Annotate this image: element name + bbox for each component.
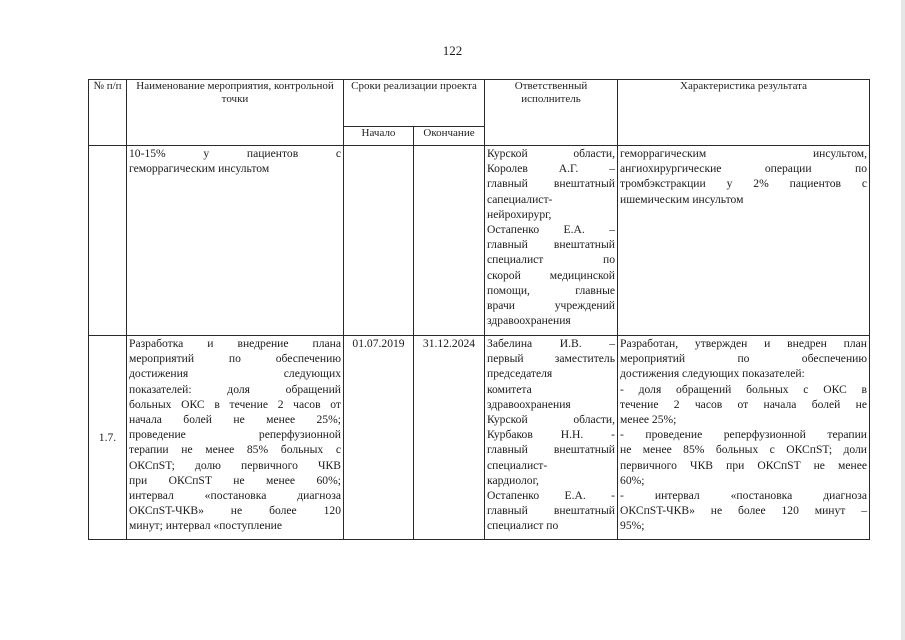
- row-num: [89, 146, 127, 336]
- cell-line: скорой медицинской: [487, 268, 616, 282]
- activities-table: [88, 79, 870, 540]
- cell-line: ОКСпST; долю первичного ЧКВ: [129, 458, 341, 472]
- row-name: [127, 146, 344, 336]
- header-start: Начало: [344, 127, 414, 146]
- cell-line: тромбэкстракции у 2% пациентов с: [620, 177, 868, 191]
- cell-line: минут; интервал «поступление: [129, 519, 283, 533]
- cell-line: Забелина И.В. –: [487, 337, 616, 350]
- table-row: [89, 146, 870, 336]
- cell-line: 60%;: [620, 473, 645, 487]
- cell-line: Разработан, утвержден и внедрен план: [620, 337, 868, 350]
- cell-line: начала болей не менее 25%;: [129, 413, 341, 427]
- cell-line: первый заместитель: [487, 352, 616, 366]
- cell-line: мероприятий по обеспечению: [620, 352, 868, 366]
- row-name: [127, 336, 344, 540]
- cell-line: показателей: доля обращений: [129, 382, 341, 396]
- cell-line: ОКСпST-ЧКВ» не более 120 минут –: [620, 504, 868, 518]
- row-start: [344, 146, 414, 336]
- cell-line: здравоохранения: [487, 314, 571, 328]
- table-header-row: [89, 80, 870, 127]
- header-terms: Сроки реализации проекта: [344, 80, 485, 127]
- cell-line: здравоохранения: [487, 397, 571, 411]
- header-name: Наименование мероприятия, контрольной точки: [127, 80, 344, 146]
- row-num: 1.7.: [89, 336, 127, 540]
- row-responsible: [485, 146, 618, 336]
- cell-line: - доля обращений больных с ОКС в: [620, 382, 868, 396]
- cell-line: нейрохирург,: [487, 207, 552, 221]
- page-number: 122: [442, 43, 463, 58]
- row-end: 31.12.2024: [414, 336, 485, 540]
- cell-line: ангиохирургические операции по: [620, 162, 868, 176]
- cell-line: интервал «постановка диагноза: [129, 489, 341, 503]
- header-end: Окончание: [414, 127, 485, 146]
- cell-line: проведение реперфузионной: [129, 428, 341, 442]
- cell-line: специалист по: [487, 519, 559, 533]
- row-start: 01.07.2019: [344, 336, 414, 540]
- header-num: № п/п: [89, 80, 127, 146]
- cell-line: мероприятий по обеспечению: [129, 352, 341, 366]
- cell-line: ОКСпST-ЧКВ» не более 120: [129, 504, 341, 518]
- cell-line: геморрагическим инсультом: [129, 162, 270, 176]
- row-result: [618, 146, 870, 336]
- cell-line: первичного ЧКВ при ОКСпST не менее: [620, 458, 868, 472]
- cell-line: Разработка и внедрение плана: [129, 337, 341, 350]
- cell-line: - интервал «постановка диагноза: [620, 489, 868, 503]
- cell-line: Курской области,: [487, 147, 616, 160]
- header-result: Характеристика результата: [618, 80, 870, 146]
- cell-line: Курбаков Н.Н. -: [487, 428, 616, 442]
- cell-line: ишемическим инсультом: [620, 192, 744, 206]
- cell-line: - проведение реперфузионной терапии: [620, 428, 868, 442]
- cell-line: при ОКСпST не менее 60%;: [129, 473, 341, 487]
- cell-line: главный внештатный: [487, 504, 616, 518]
- cell-line: помощи, главные: [487, 283, 616, 297]
- cell-line: Курской области,: [487, 413, 616, 427]
- cell-line: кардиолог,: [487, 473, 539, 487]
- cell-line: сапециалист-: [487, 192, 553, 206]
- cell-line: 95%;: [620, 519, 645, 533]
- cell-line: главный внештатный: [487, 238, 616, 252]
- cell-line: главный внештатный: [487, 443, 616, 457]
- row-end: [414, 146, 485, 336]
- table-row: [89, 336, 870, 540]
- cell-line: течение 2 часов от начала болей не: [620, 397, 868, 411]
- cell-line: врачи учреждений: [487, 299, 616, 313]
- cell-line: председателя: [487, 367, 553, 381]
- cell-line: больных ОКС в течение 2 часов от: [129, 397, 341, 411]
- header-responsible: Ответственный исполнитель: [485, 80, 618, 146]
- cell-line: Остапенко Е.А. -: [487, 489, 616, 503]
- cell-line: специалист-: [487, 458, 548, 472]
- cell-line: Королев А.Г. –: [487, 162, 616, 176]
- cell-line: 10-15% у пациентов с: [129, 147, 341, 160]
- cell-line: достижения следующих: [129, 367, 341, 381]
- cell-line: главный внештатный: [487, 177, 616, 191]
- cell-line: геморрагическим инсультом,: [620, 147, 868, 160]
- cell-line: Остапенко Е.А. –: [487, 223, 616, 237]
- cell-line: терапии не менее 85% больных с: [129, 443, 341, 457]
- cell-line: не менее 85% больных с ОКСпST; доли: [620, 443, 868, 457]
- page-edge-shadow: [901, 0, 905, 640]
- row-result: [618, 336, 870, 540]
- row-responsible: [485, 336, 618, 540]
- cell-line: комитета: [487, 382, 532, 396]
- cell-line: достижения следующих показателей:: [620, 367, 805, 381]
- cell-line: специалист по: [487, 253, 616, 267]
- cell-line: менее 25%;: [620, 413, 677, 427]
